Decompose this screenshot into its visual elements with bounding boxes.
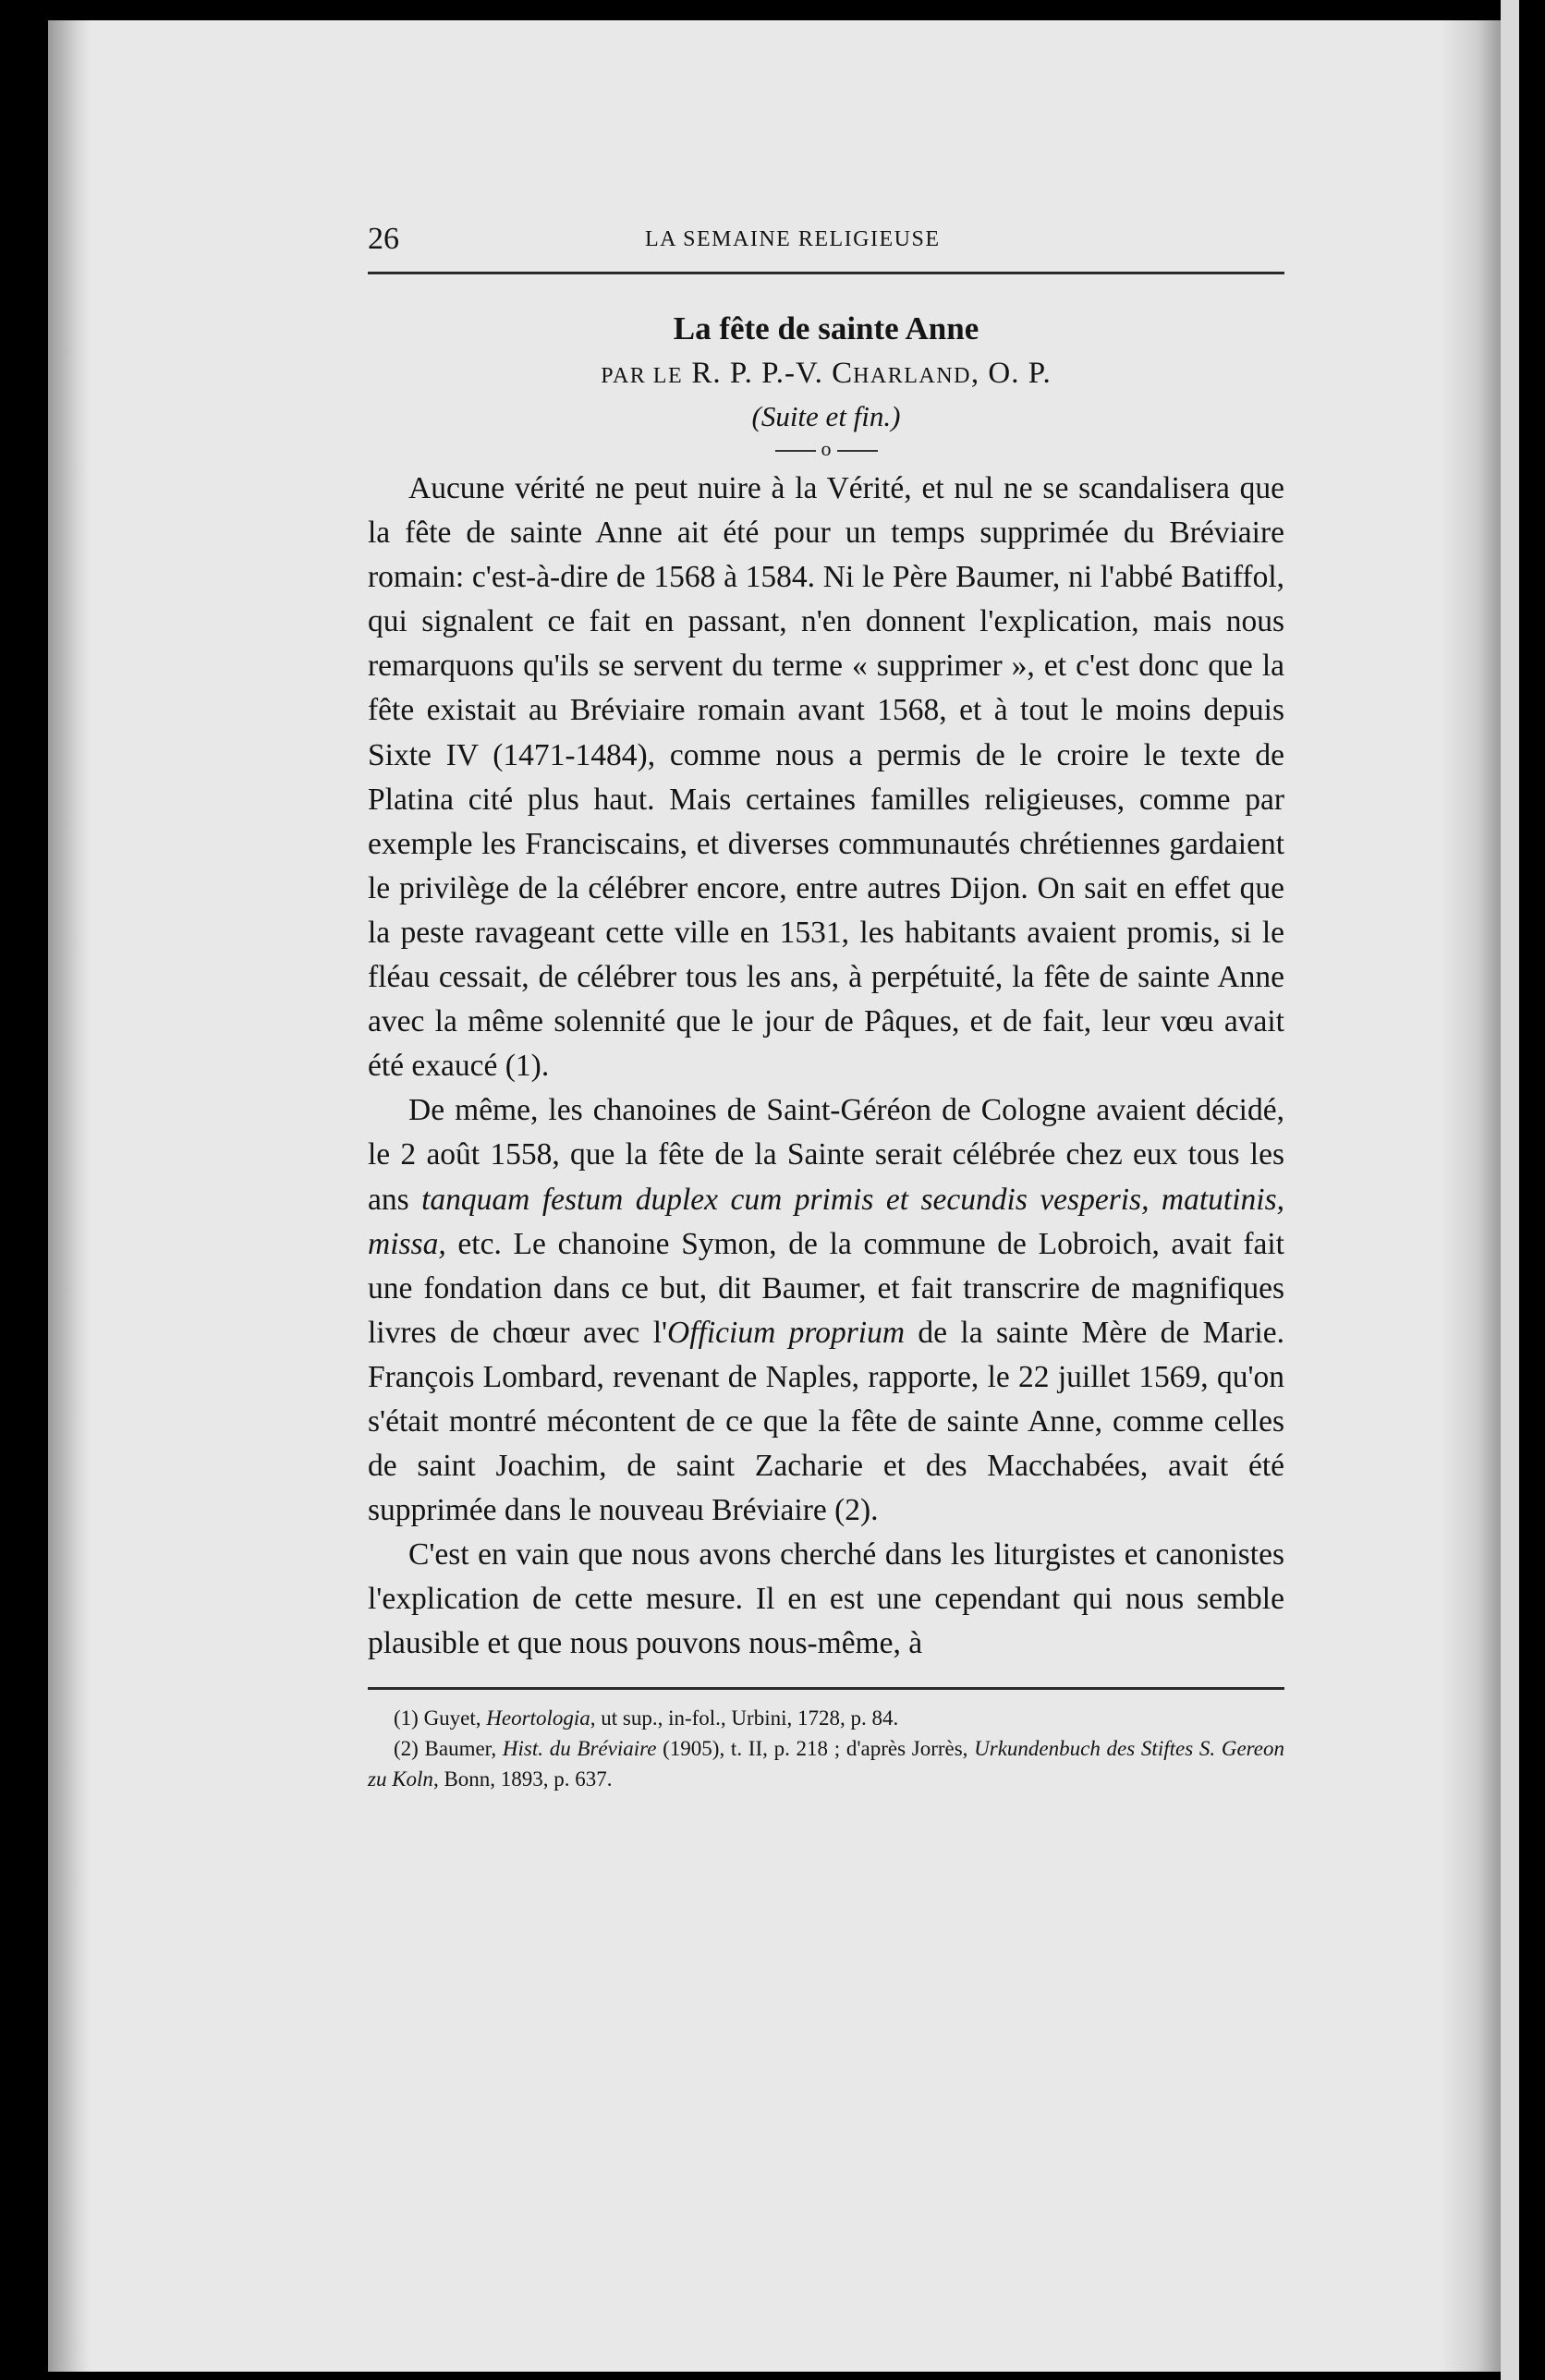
byline bbox=[368, 357, 1284, 391]
paragraph-2-officium-title: Officium proprium bbox=[667, 1315, 906, 1350]
footnote-1-text-1: (1) Guyet, bbox=[394, 1706, 487, 1730]
footnotes bbox=[368, 1703, 1284, 1794]
footnote-2-text-2: (1905), t. II, p. 218 ; d'après Jorrès, bbox=[656, 1736, 975, 1760]
paragraph-3-text: C'est en vain que nous avons cherché dans les liturgistes et canonistes l'explication de cette mesure. Il en est une cependant qui nous semble plausible et que nous pouvons nous-même, à bbox=[368, 1537, 1284, 1661]
page-shadow-left bbox=[48, 20, 91, 2372]
next-page-edge bbox=[1501, 0, 1519, 2380]
paragraph-2-text-2: etc. Le chanoine Symon, de la commune de Lobroich, avait fait une fondation dans ce but, dit Baumer, et fait transcrire de magnifiques livres de chœur avec l' bbox=[368, 1226, 1284, 1350]
paragraph-1 bbox=[368, 467, 1284, 1088]
footnote-2-text-1: (2) Baumer, bbox=[394, 1736, 503, 1760]
byline-prefix: PAR LE bbox=[601, 364, 684, 388]
footnote-1 bbox=[368, 1703, 1284, 1733]
footnote-2 bbox=[368, 1733, 1284, 1794]
article-body bbox=[368, 467, 1284, 1667]
footnote-rule bbox=[368, 1687, 1284, 1690]
footnote-1-text-2: , ut sup., in-fol., Urbini, 1728, p. 84. bbox=[590, 1706, 899, 1730]
byline-name-part-2: , O. P. bbox=[970, 357, 1052, 390]
paragraph-2 bbox=[368, 1088, 1284, 1533]
footnote-2-text-3: , Bonn, 1893, p. 637. bbox=[432, 1767, 613, 1791]
text-block bbox=[368, 222, 1284, 1794]
article-subtitle: (Suite et fin.) bbox=[751, 400, 901, 432]
paragraph-3 bbox=[368, 1533, 1284, 1666]
paragraph-1-text: Aucune vérité ne peut nuire à la Vérité, et nul ne se scandalisera que la fête de sainte Anne ait été pour un temps supprimée du Bréviaire romain: c'est-à-dire de 1568 à 1584. Ni le Père Baumer, ni l'abbé Batiffol, qui signalent ce fait en passant, n'en donnent l'explication, mais nous remarquons qu'ils se servent du terme « supprimer », et c'est donc que la fête existait au Bréviaire romain avant 1568, et à tout le moins depuis Sixte IV (1471-1484), comme nous a permis de le croire le texte de Platina cité plus haut. Mais certaines familles religieuses, comme par exemple les Franciscains, et diverses communautés chrétiennes gardaient le privilège de la célébrer encore, entre autres Dijon. On sait en effet que la peste ravageant cette ville en 1531, les habitants avaient promis, si le fléau cessait, de célébrer tous les ans, à perpétuité, la fête de sainte Anne avec la même solennité que le jour de Pâques, et de fait, leur vœu avait été exaucé (1). bbox=[368, 471, 1284, 1084]
article-title: La fête de sainte Anne bbox=[673, 310, 979, 346]
ornament-mark: o bbox=[821, 437, 832, 460]
byline-name-part-1: R. P. P.-V. C bbox=[683, 357, 854, 390]
page-shadow-right bbox=[1442, 20, 1501, 2372]
ornament-dash-left bbox=[775, 450, 816, 452]
header-rule bbox=[368, 272, 1284, 274]
section-ornament bbox=[368, 437, 1284, 461]
byline-name-small-caps: HARLAND bbox=[853, 364, 971, 388]
footnote-2-work-title-1: Hist. du Bréviaire bbox=[502, 1736, 657, 1760]
paragraph-2-text-3: de la sainte Mère de Marie. François Lombard, revenant de Naples, rapporte, le 22 juillet 1569, qu'on s'était montré mécontent de ce que la fête de sainte Anne, comme celles de saint Joachim, de saint Zacharie et des Macchabées, avait été supprimée dans le nouveau Bréviaire (2). bbox=[368, 1315, 1284, 1528]
page-number: 26 bbox=[368, 222, 399, 256]
footnote-2-work-title-2: Urkundenbuch des Stiftes S. Gereon zu Koln bbox=[368, 1736, 1284, 1791]
paragraph-2-latin-phrase: tanquam festum duplex cum primis et secundis vesperis, matutinis, missa, bbox=[368, 1182, 1285, 1261]
journal-title: LA SEMAINE RELIGIEUSE bbox=[645, 227, 941, 251]
footnote-1-work-title: Heortologia bbox=[486, 1706, 590, 1730]
running-head bbox=[368, 222, 1284, 275]
paragraph-2-text-1: De même, les chanoines de Saint-Géréon de Cologne avaient décidé, le 2 août 1558, que la fête de la Sainte serait célébrée chez eux tous les ans bbox=[368, 1093, 1284, 1217]
ornament-dash-right bbox=[837, 450, 878, 452]
